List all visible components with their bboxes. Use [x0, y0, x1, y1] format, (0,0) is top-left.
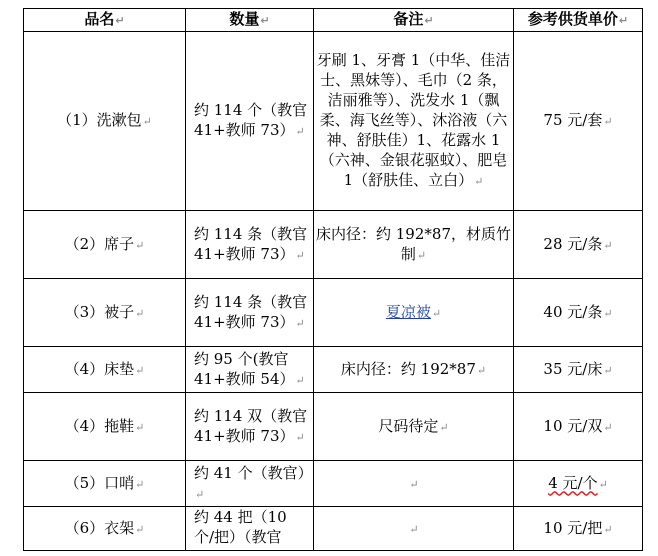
paragraph-mark-icon: ↵ [431, 306, 442, 320]
paragraph-mark-icon: ↵ [409, 477, 419, 491]
item-note[interactable]: 尺码待定↵ [314, 393, 514, 461]
item-price[interactable]: 40 元/条↵ [514, 279, 643, 347]
item-price[interactable] [514, 461, 643, 507]
paragraph-mark-icon: ↵ [135, 420, 145, 434]
item-quantity[interactable]: 约 114 条（教官 41+教师 73）↵ [186, 211, 314, 279]
item-quantity[interactable]: 约 95 个(教官 41+教师 54）↵ [186, 347, 314, 393]
header-name: 品名↵ [24, 9, 186, 32]
paragraph-mark-icon: ↵ [115, 14, 125, 27]
table-row [24, 211, 643, 279]
paragraph-mark-icon: ↵ [135, 306, 145, 320]
item-name[interactable]: （6）衣架↵ [24, 507, 186, 551]
item-note[interactable]: 床内径：约 192*87↵ [314, 347, 514, 393]
paragraph-mark-icon: ↵ [409, 522, 419, 536]
paragraph-mark-icon: ↵ [295, 125, 305, 138]
item-quantity[interactable]: 约 44 把（10 个/把）（教官 [186, 507, 314, 551]
paragraph-mark-icon: ↵ [135, 363, 145, 377]
table-row [24, 461, 643, 507]
item-note[interactable] [314, 279, 514, 347]
item-name[interactable]: （4）床垫↵ [24, 347, 186, 393]
header-notes: 备注↵ [314, 9, 514, 32]
paragraph-mark-icon: ↵ [603, 306, 613, 320]
paragraph-mark-icon: ↵ [195, 487, 205, 501]
header-quantity: 数量↵ [186, 9, 314, 32]
table-row [24, 393, 643, 461]
table-row [24, 279, 643, 347]
item-quantity[interactable]: 约 114 个（教官 41+教师 73）↵ [186, 32, 314, 211]
paragraph-mark-icon: ↵ [424, 14, 434, 27]
paragraph-mark-icon: ↵ [295, 316, 305, 330]
paragraph-mark-icon: ↵ [135, 238, 145, 252]
item-note[interactable] [314, 507, 514, 551]
header-row [24, 9, 643, 32]
item-quantity[interactable]: 约 41 个（教官）↵ [186, 461, 314, 507]
paragraph-mark-icon: ↵ [142, 115, 152, 128]
paragraph-mark-icon: ↵ [295, 248, 305, 262]
item-quantity[interactable]: 约 114 双（教官 41+教师 73）↵ [186, 393, 314, 461]
paragraph-mark-icon: ↵ [603, 420, 613, 434]
paragraph-mark-icon: ↵ [474, 175, 484, 188]
paragraph-mark-icon: ↵ [439, 420, 449, 434]
paragraph-mark-icon: ↵ [295, 373, 305, 387]
paragraph-mark-icon: ↵ [135, 522, 145, 536]
item-price[interactable]: 35 元/床↵ [514, 347, 643, 393]
item-name[interactable]: （1）洗漱包↵ [24, 32, 186, 211]
item-note[interactable]: 床内径：约 192*87，材质竹制↵ [314, 211, 514, 279]
item-name[interactable]: （5）口哨↵ [24, 461, 186, 507]
paragraph-mark-icon: ↵ [603, 363, 613, 377]
paragraph-mark-icon: ↵ [260, 14, 270, 27]
paragraph-mark-icon: ↵ [603, 115, 613, 128]
paragraph-mark-icon: ↵ [295, 430, 305, 444]
paragraph-mark-icon: ↵ [598, 477, 608, 491]
paragraph-mark-icon: ↵ [135, 477, 145, 491]
paragraph-mark-icon: ↵ [416, 248, 427, 262]
item-note[interactable]: 牙刷 1、牙膏 1（中华、佳洁士、黑妹等）、毛巾（2 条，洁丽雅等）、洗发水 1（飘柔、海飞丝等）、沐浴液（六神、舒肤佳）1、花露水 1（六神、金银花驱蚊）、肥皂 1（舒肤佳、立白）↵ [314, 32, 514, 211]
item-note[interactable] [314, 461, 514, 507]
item-price[interactable]: 10 元/把↵ [514, 507, 643, 551]
item-price[interactable]: 75 元/套↵ [514, 32, 643, 211]
table-row [24, 347, 643, 393]
item-quantity[interactable]: 约 114 条（教官 41+教师 73）↵ [186, 279, 314, 347]
paragraph-mark-icon: ↵ [603, 522, 613, 536]
price-with-spellcheck: 4 元/个 [548, 473, 598, 492]
item-price[interactable]: 28 元/条↵ [514, 211, 643, 279]
item-price[interactable]: 10 元/双↵ [514, 393, 643, 461]
item-name[interactable]: （4）拖鞋↵ [24, 393, 186, 461]
paragraph-mark-icon: ↵ [603, 238, 613, 252]
paragraph-mark-icon: ↵ [476, 363, 487, 377]
header-price: 参考供货单价↵ [514, 9, 643, 32]
note-link[interactable]: 夏凉被 [385, 302, 431, 321]
table-row [24, 507, 643, 551]
paragraph-mark-icon: ↵ [618, 14, 629, 27]
item-name[interactable]: （3）被子↵ [24, 279, 186, 347]
table-row [24, 32, 643, 211]
supply-table [23, 8, 643, 551]
item-name[interactable]: （2）席子↵ [24, 211, 186, 279]
